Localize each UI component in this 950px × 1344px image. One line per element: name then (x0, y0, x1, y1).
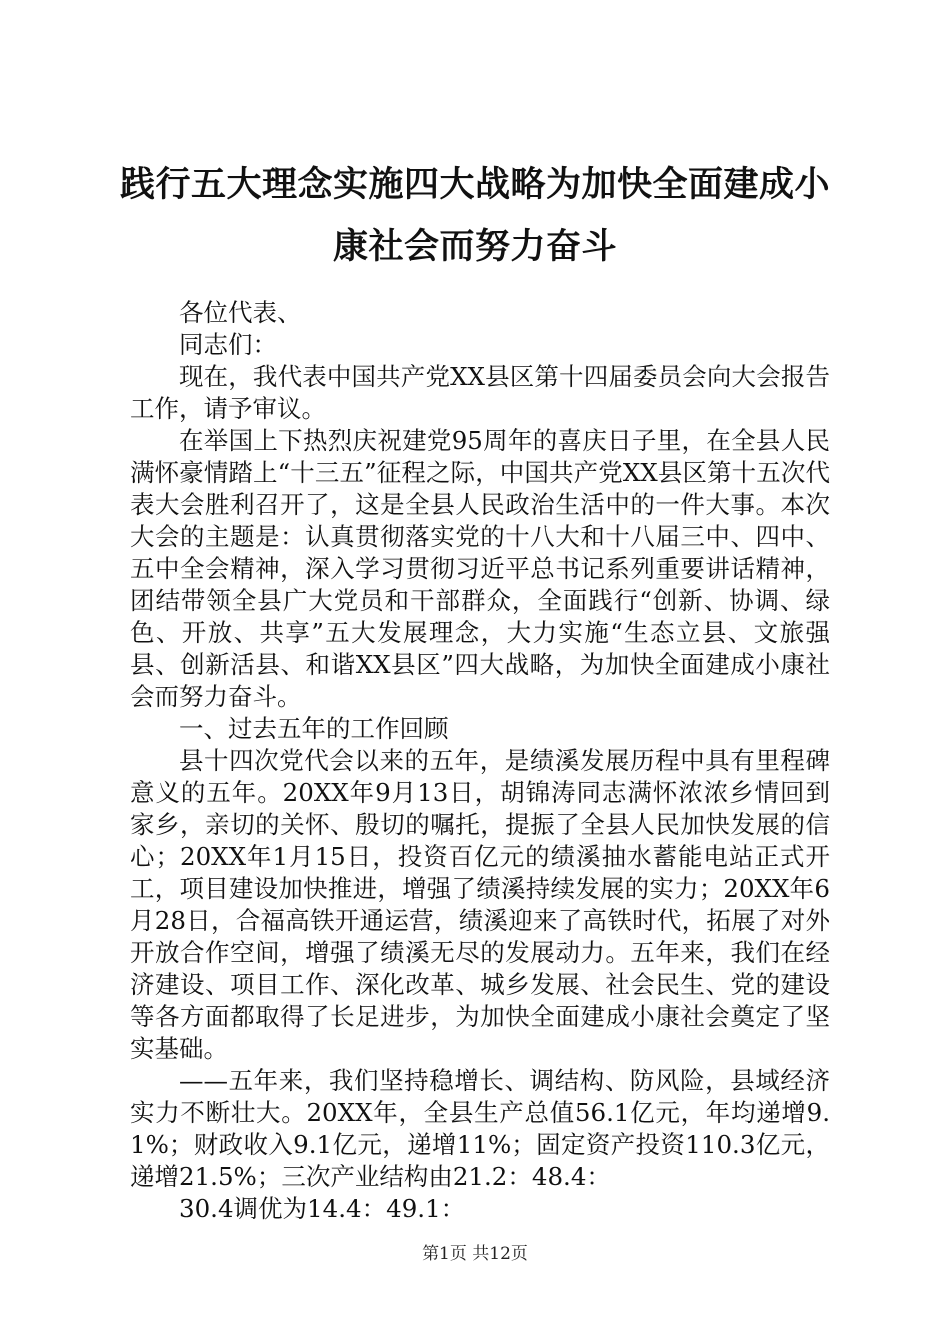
paragraph-congress-theme: 在举国上下热烈庆祝建党95周年的喜庆日子里，在全县人民满怀豪情踏上“十三五”征程之际，中国共产党XX县区第十五次代表大会胜利召开了，这是全县人民政治生活中的一件大事。本次大会的主题是：认真贯彻落实党的十八大和十八届三中、四中、五中全会精神，深入学习贯彻习近平总书记系列重要讲话精神，团结带领全县广大党员和干部群众，全面践行“创新、协调、绿色、开放、共享”五大发展理念，大力实施“生态立县、文旅强县、创新活县、和谐XX县区”四大战略，为加快全面建成小康社会而努力奋斗。 (130, 426, 830, 711)
paragraph-report-intro: 现在，我代表中国共产党XX县区第十四届委员会向大会报告工作，请予审议。 (130, 362, 830, 423)
section-heading-review: 一、过去五年的工作回顾 (179, 714, 449, 743)
paragraph-structure: 30.4调优为14.4：49.1： (179, 1194, 466, 1223)
document-title-line-2: 康社会而努力奋斗 (332, 226, 617, 267)
page-footer: 第1页 共12页 (422, 1244, 528, 1264)
salutation-comrades: 同志们： (179, 330, 277, 359)
document-body (130, 297, 830, 1225)
salutation-delegates: 各位代表、 (179, 298, 302, 327)
paragraph-five-years: 县十四次党代会以来的五年，是绩溪发展历程中具有里程碑意义的五年。20XX年9月13日，胡锦涛同志满怀浓浓乡情回到家乡，亲切的关怀、殷切的嘱托，提振了全县人民加快发展的信心；20XX年1月15日，投资百亿元的绩溪抽水蓄能电站正式开工，项目建设加快推进，增强了绩溪持续发展的实力；20XX年6月28日，合福高铁开通运营，绩溪迎来了高铁时代，拓展了对外开放合作空间，增强了绩溪无尽的发展动力。五年来，我们在经济建设、项目工作、深化改革、城乡发展、社会民生、党的建设等各方面都取得了长足进步，为加快全面建成小康社会奠定了坚实基础。 (130, 746, 830, 1063)
paragraph-economy: ——五年来，我们坚持稳增长、调结构、防风险，县域经济实力不断壮大。20XX年，全县生产总值56.1亿元，年均递增9.1%；财政收入9.1亿元，递增11%；固定资产投资110.3亿元，递增21.5%；三次产业结构由21.2：48.4： (130, 1066, 830, 1191)
document-title-line-1: 践行五大理念实施四大战略为加快全面建成小 (119, 164, 830, 205)
